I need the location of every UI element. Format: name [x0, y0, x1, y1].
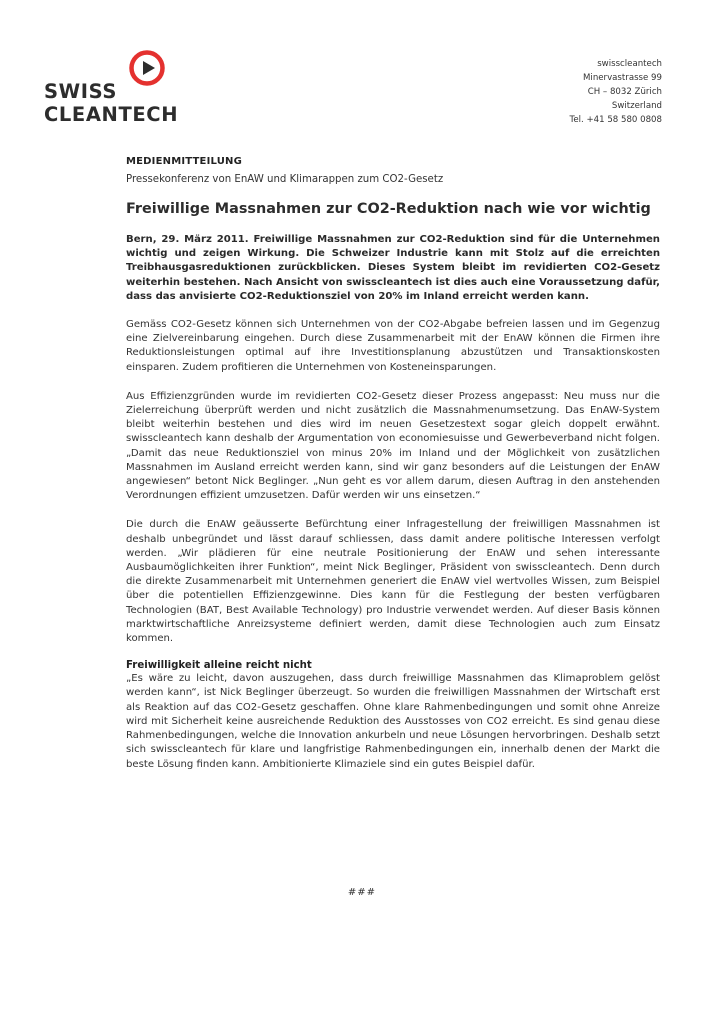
document-subtitle: Pressekonferenz von EnAW und Klimarappen zum CO2-Gesetz	[126, 174, 444, 185]
lead-paragraph: Bern, 29. März 2011. Freiwillige Massnahmen zur CO2-Reduktion sind für die Unternehmen wichtig und zeigen Wirkung. Die Schweizer Industrie kann mit Stolz auf die erreichten Treibhausgasreduktionen zurückblicken. Dieses System bleibt im revidierten CO2-Gesetz weiterhin bestehen. Nach Ansicht von swisscleantech ist dies auch eine Voraussetzung dafür, dass das anvisierte CO2-Reduktionsziel von 20% im Inland erreicht werden kann.	[126, 234, 660, 302]
address-line: swisscleantech	[597, 59, 662, 69]
logo-text-cleantech: CLEANTECH	[44, 103, 179, 126]
logo-text-swiss: SWISS	[44, 80, 118, 103]
end-marker: ###	[347, 887, 377, 898]
company-logo	[44, 50, 194, 130]
body-paragraph: Aus Effizienzgründen wurde im revidierten CO2-Gesetz dieser Prozess angepasst: Neu muss nur die Zielerreichung überprüft werden und nicht zusätzlich die Massnahmenumsetzung. Das EnAW-System bleibt weiterhin bestehen und dies wird im neuen Gesetzestext sogar gleich doppelt erwähnt. swisscleantech kann deshalb der Argumentation von economiesuisse und Gewerbeverband nicht folgen. „Damit das neue Reduktionsziel von minus 20% im Inland und der Möglichkeit von zusätzlichen Massnahmen im Ausland erreicht werden kann, sind wir ganz besonders auf die Leistungen der EnAW angewiesen“ betont Nick Beglinger. „Nun geht es vor allem darum, diesen Auftrag in den anstehenden Verordnungen effizient umzusetzen. Dafür werden wir uns einsetzen.“	[126, 390, 660, 502]
play-circle-icon	[129, 50, 165, 86]
address-line: Minervastrasse 99	[583, 73, 662, 83]
section-paragraph: „Es wäre zu leicht, davon auszugehen, dass durch freiwillige Massnahmen das Klimaproblem gelöst werden kann“, ist Nick Beglinger überzeugt. So wurden die freiwilligen Massnahmen der Wirtschaft erst als Reaktion auf das CO2-Gesetz geschaffen. Ohne klare Rahmenbedingungen und somit ohne Anreize wird mit Sicherheit keine ausreichende Reduktion des Ausstosses von CO2 erreicht. Es sind genau diese Rahmenbedingungen, welche die Innovation ankurbeln und neue Lösungen hervorbringen. Deshalb setzt sich swisscleantech für klare und langfristige Rahmenbedingungen ein, innerhalb denen der Markt die beste Lösung finden kann. Ambitionierte Klimaziele sind ein gutes Beispiel dafür.	[126, 673, 660, 770]
address-line: Switzerland	[611, 101, 662, 111]
section-heading: Freiwilligkeit alleine reicht nicht	[126, 660, 312, 672]
address-line: Tel. +41 58 580 0808	[569, 115, 662, 125]
address-line: CH – 8032 Zürich	[587, 87, 662, 97]
document-body	[126, 156, 660, 772]
body-paragraph: Die durch die EnAW geäusserte Befürchtung einer Infragestellung der freiwilligen Massnahmen ist deshalb unbegründet und lässt darauf schliessen, dass damit andere politische Interessen verfolgt werden. „Wir plädieren für eine neutrale Positionierung der EnAW und sehen interessante Ausbaumöglichkeiten ihrer Funktion“, meint Nick Beglinger, Präsident von swisscleantech. Denn durch die direkte Zusammenarbeit mit Unternehmen generiert die EnAW viel wertvolles Wissen, zum Beispiel über die potentiellen Effizienzgewinne. Dies kann für die Festlegung der besten verfügbaren Technologien (BAT, Best Available Technology) pro Industrie verwendet werden. Auf dieser Basis können marktwirtschaftliche Anreizsysteme definiert werden, damit diese Technologien auch zum Einsatz kommen.	[126, 519, 660, 645]
document-headline: Freiwillige Massnahmen zur CO2-Reduktion nach wie vor wichtig	[126, 201, 651, 217]
body-paragraph: Gemäss CO2-Gesetz können sich Unternehmen von der CO2-Abgabe befreien lassen und im Gegenzug eine Zielvereinbarung eingehen. Durch diese Zusammenarbeit mit der EnAW können die Firmen ihre Reduktionsleistungen optimal auf ihre Investitionsplanung abzustützen und Transaktionskosten einsparen. Zudem profitieren die Unternehmen von Kosteneinsparungen.	[126, 319, 660, 373]
document-label: MEDIENMITTEILUNG	[126, 156, 243, 167]
sender-address	[570, 57, 662, 127]
